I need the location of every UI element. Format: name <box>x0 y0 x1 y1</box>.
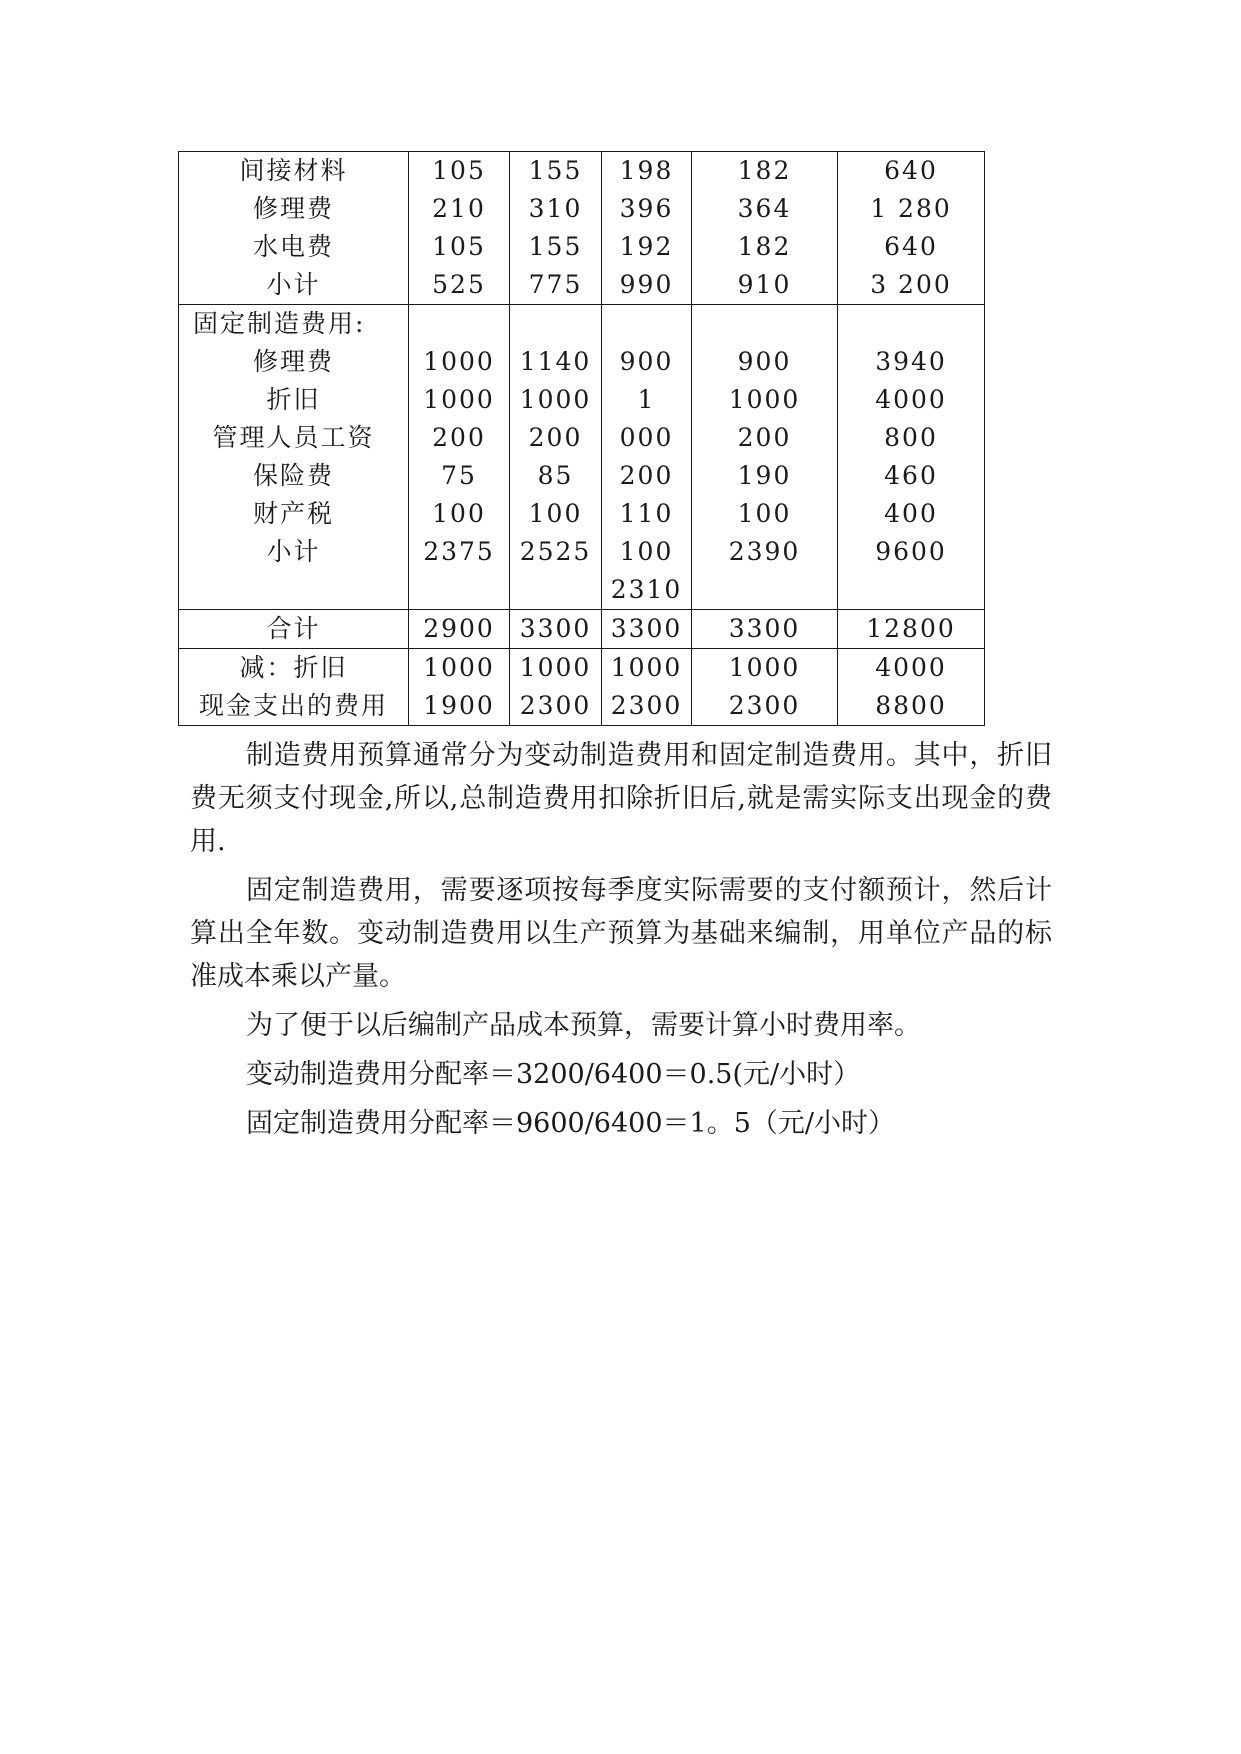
section-header: 固定制造费用: <box>193 309 366 338</box>
paragraph: 制造费用预算通常分为变动制造费用和固定制造费用。其中，折旧费无须支付现金,所以,总制造费用扣除折旧后,就是需实际支出现金的费用. <box>190 740 1052 857</box>
cell-value: 1 <box>637 385 656 414</box>
cell-value: 4000 <box>875 385 947 414</box>
q3-value-column-cell <box>602 610 692 649</box>
cell-value: 1000 <box>728 653 801 682</box>
cell-value: 192 <box>619 232 674 261</box>
cell-value: 85 <box>537 461 574 490</box>
cell-value: 460 <box>884 461 938 490</box>
item-label-column-cell <box>179 305 409 610</box>
q2-value-column-cell <box>510 649 602 726</box>
q2-value-column-cell <box>510 152 602 305</box>
cell-value: 155 <box>528 156 583 185</box>
cell-value: 9600 <box>875 537 947 566</box>
table-section <box>179 610 985 649</box>
table-row <box>179 610 985 649</box>
cell-value: 100 <box>619 537 674 566</box>
cell-value <box>510 571 601 609</box>
empty-line <box>692 305 837 343</box>
cell-value: 990 <box>619 270 674 299</box>
cell-value: 525 <box>432 270 486 299</box>
empty-line <box>510 305 601 343</box>
q4-value-column-cell <box>692 610 838 649</box>
q1-value-column-cell <box>409 305 510 610</box>
row-label: 修理费 <box>252 194 334 223</box>
cell-value: 3 200 <box>870 270 952 299</box>
cell-value: 000 <box>619 423 674 452</box>
cell-value: 105 <box>432 232 486 261</box>
cell-value: 3940 <box>875 347 947 376</box>
cell-value: 200 <box>528 423 583 452</box>
paragraph: 固定制造费用，需要逐项按每季度实际需要的支付额预计，然后计算出全年数。变动制造费用以生产预算为基础来编制，用单位产品的标准成本乘以产量。 <box>190 875 1052 992</box>
cell-value: 900 <box>737 347 792 376</box>
cell-value: 182 <box>737 232 792 261</box>
item-label-column-cell <box>179 610 409 649</box>
table-row <box>179 305 985 610</box>
cell-value: 100 <box>528 499 583 528</box>
body-text <box>190 734 1052 1151</box>
row-label: 减：折旧 <box>239 653 348 682</box>
cell-value: 2390 <box>728 537 801 566</box>
row-label: 修理费 <box>252 347 334 376</box>
item-label-column-cell <box>179 152 409 305</box>
table-section <box>179 152 985 305</box>
cell-value: 400 <box>884 499 938 528</box>
annual-total-column-cell <box>838 649 985 726</box>
cell-value: 775 <box>528 270 583 299</box>
q4-value-column-cell <box>692 152 838 305</box>
cell-value: 1140 <box>519 347 592 376</box>
cell-value: 640 <box>884 156 938 185</box>
cell-value: 1 280 <box>870 194 952 223</box>
cell-value: 75 <box>441 461 477 490</box>
cell-value: 1000 <box>728 385 801 414</box>
cell-value <box>692 571 837 609</box>
cell-value: 8800 <box>875 691 947 720</box>
cell-value: 200 <box>619 461 674 490</box>
cell-value: 2375 <box>423 537 495 566</box>
row-label <box>179 571 408 609</box>
item-label-column-cell <box>179 649 409 726</box>
q1-value-column-cell <box>409 649 510 726</box>
paragraph: 变动制造费用分配率＝3200/6400＝0.5(元/小时） <box>246 1059 861 1090</box>
cell-value: 800 <box>884 423 938 452</box>
q1-value-column-cell <box>409 610 510 649</box>
row-label: 水电费 <box>252 232 334 261</box>
cell-value: 200 <box>737 423 792 452</box>
q4-value-column-cell <box>692 305 838 610</box>
cell-value: 1000 <box>610 653 683 682</box>
cell-value: 2300 <box>519 691 592 720</box>
row-label: 小计 <box>266 537 321 566</box>
q2-value-column-cell <box>510 305 602 610</box>
cell-value: 1000 <box>423 385 495 414</box>
cell-value: 210 <box>432 194 486 223</box>
row-label: 财产税 <box>252 499 334 528</box>
annual-total-column-cell <box>838 152 985 305</box>
table-section <box>179 649 985 726</box>
row-label: 间接材料 <box>239 156 348 185</box>
annual-total-column-cell <box>838 305 985 610</box>
empty-line <box>602 305 691 343</box>
table-row <box>179 649 985 726</box>
cell-value <box>838 571 984 609</box>
cell-value: 155 <box>528 232 583 261</box>
cell-value: 182 <box>737 156 792 185</box>
cell-value: 310 <box>528 194 583 223</box>
cell-value: 910 <box>737 270 792 299</box>
table-row <box>179 152 985 305</box>
q3-value-column-cell <box>602 649 692 726</box>
cell-value: 640 <box>884 232 938 261</box>
cell-value: 100 <box>432 499 486 528</box>
q3-value-column-cell <box>602 152 692 305</box>
empty-line <box>409 305 509 343</box>
manufacturing-overhead-table <box>178 151 985 726</box>
cell-value: 4000 <box>875 653 947 682</box>
empty-line <box>838 305 984 343</box>
row-label: 管理人员工资 <box>212 423 375 452</box>
cell-value: 2900 <box>423 614 495 643</box>
q3-value-column-cell <box>602 305 692 610</box>
cell-value: 364 <box>737 194 792 223</box>
row-label: 合计 <box>266 614 321 643</box>
cell-value: 1000 <box>519 653 592 682</box>
row-label: 小计 <box>266 270 321 299</box>
q1-value-column-cell <box>409 152 510 305</box>
cell-value: 900 <box>619 347 674 376</box>
cell-value: 190 <box>737 461 792 490</box>
cell-value: 3300 <box>519 614 592 643</box>
cell-value: 1000 <box>423 347 495 376</box>
cell-value: 3300 <box>610 614 683 643</box>
table-section <box>179 305 985 610</box>
paragraph: 固定制造费用分配率＝9600/6400＝1。5（元/小时） <box>246 1108 895 1139</box>
cell-value: 1000 <box>519 385 592 414</box>
q4-value-column-cell <box>692 649 838 726</box>
paragraph: 为了便于以后编制产品成本预算，需要计算小时费用率。 <box>246 1010 921 1041</box>
cell-value: 110 <box>619 499 674 528</box>
cell-value: 3300 <box>728 614 801 643</box>
cell-value: 198 <box>619 156 674 185</box>
cell-value: 2310 <box>610 575 683 604</box>
cell-value: 2300 <box>728 691 801 720</box>
cell-value: 1900 <box>423 691 495 720</box>
cell-value: 200 <box>432 423 486 452</box>
row-label: 折旧 <box>266 385 321 414</box>
cell-value: 2300 <box>610 691 683 720</box>
q2-value-column-cell <box>510 610 602 649</box>
row-label: 现金支出的费用 <box>198 691 388 720</box>
cell-value: 105 <box>432 156 486 185</box>
cell-value: 2525 <box>519 537 592 566</box>
row-label: 保险费 <box>252 461 334 490</box>
cell-value: 12800 <box>866 614 956 643</box>
cell-value: 396 <box>619 194 674 223</box>
cell-value <box>409 571 509 609</box>
cell-value: 1000 <box>423 653 495 682</box>
cell-value: 100 <box>737 499 792 528</box>
annual-total-column-cell <box>838 610 985 649</box>
